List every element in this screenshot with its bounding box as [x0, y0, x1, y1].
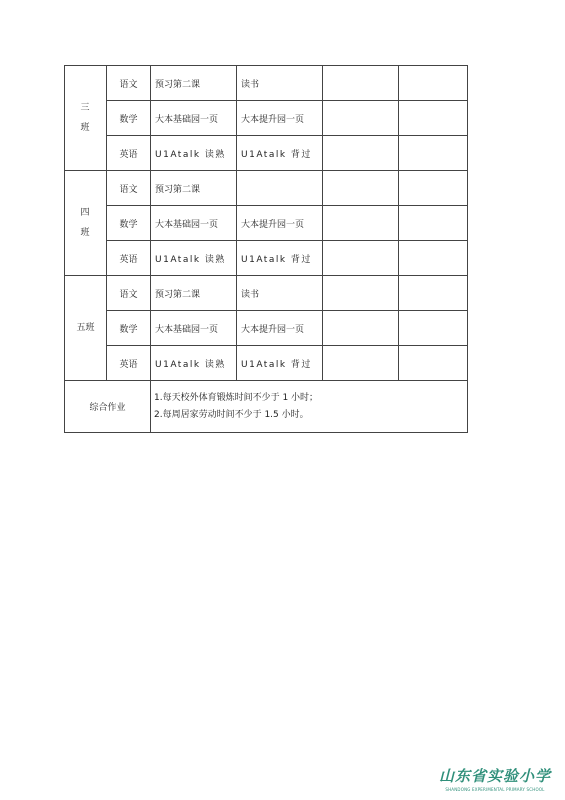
task-cell: 读书 — [237, 276, 323, 311]
empty-cell — [323, 171, 399, 206]
subject-cell: 数学 — [107, 101, 151, 136]
empty-cell — [323, 136, 399, 171]
task-cell: 大本提升园一页 — [237, 101, 323, 136]
empty-cell — [323, 101, 399, 136]
table-row — [65, 171, 468, 206]
empty-cell — [399, 101, 468, 136]
empty-cell — [323, 311, 399, 346]
comprehensive-item: 2.每周居家劳动时间不少于 1.5 小时。 — [154, 409, 309, 420]
subject-cell: 英语 — [107, 346, 151, 381]
table-row — [65, 346, 468, 381]
task-cell: 大本提升园一页 — [237, 311, 323, 346]
empty-cell — [399, 171, 468, 206]
class-name-line1: 四 — [80, 208, 91, 218]
empty-cell — [399, 136, 468, 171]
comprehensive-label: 综合作业 — [65, 381, 151, 433]
empty-cell — [399, 311, 468, 346]
school-logo-name-cn: 山东省实验小学 — [438, 767, 551, 785]
task-cell: 读书 — [237, 66, 323, 101]
table-row — [65, 66, 468, 101]
table-row — [65, 241, 468, 276]
task-cell: U1Atalk 背过 — [237, 241, 323, 276]
empty-cell — [323, 66, 399, 101]
task-cell: U1Atalk 背过 — [237, 346, 323, 381]
class-name-cell: 五班 — [65, 276, 107, 381]
preview-cell: U1Atalk 读熟 — [151, 346, 237, 381]
preview-cell: 大本基础园一页 — [151, 206, 237, 241]
subject-cell: 英语 — [107, 241, 151, 276]
empty-cell — [399, 66, 468, 101]
preview-cell: U1Atalk 读熟 — [151, 136, 237, 171]
table-row — [65, 136, 468, 171]
table-row — [65, 206, 468, 241]
class-name-line2: 班 — [80, 228, 91, 238]
empty-cell — [399, 206, 468, 241]
preview-cell: 预习第二课 — [151, 276, 237, 311]
table-row — [65, 381, 468, 433]
task-cell: 大本提升园一页 — [237, 206, 323, 241]
preview-cell: 大本基础园一页 — [151, 101, 237, 136]
empty-cell — [399, 346, 468, 381]
table-row — [65, 311, 468, 346]
empty-cell — [323, 276, 399, 311]
class-name-line1: 三 — [80, 103, 91, 113]
table-row — [65, 101, 468, 136]
empty-cell — [399, 276, 468, 311]
homework-table — [64, 65, 468, 433]
school-logo — [439, 765, 551, 792]
subject-cell: 语文 — [107, 171, 151, 206]
empty-cell — [399, 241, 468, 276]
comprehensive-items — [151, 381, 468, 433]
empty-cell — [323, 346, 399, 381]
empty-cell — [323, 241, 399, 276]
comprehensive-item: 1.每天校外体育锻炼时间不少于 1 小时； — [154, 392, 319, 403]
task-cell — [237, 171, 323, 206]
task-cell: U1Atalk 背过 — [237, 136, 323, 171]
class-name-line2: 班 — [80, 123, 91, 133]
empty-cell — [323, 206, 399, 241]
subject-cell: 语文 — [107, 276, 151, 311]
preview-cell: 预习第二课 — [151, 66, 237, 101]
class-name-cell — [65, 66, 107, 171]
preview-cell: U1Atalk 读熟 — [151, 241, 237, 276]
class-name-cell — [65, 171, 107, 276]
school-logo-name-en: SHANDONG EXPERIMENTAL PRIMARY SCHOOL — [445, 787, 545, 792]
subject-cell: 数学 — [107, 311, 151, 346]
subject-cell: 英语 — [107, 136, 151, 171]
preview-cell: 大本基础园一页 — [151, 311, 237, 346]
subject-cell: 数学 — [107, 206, 151, 241]
preview-cell: 预习第二课 — [151, 171, 237, 206]
subject-cell: 语文 — [107, 66, 151, 101]
table-row — [65, 276, 468, 311]
